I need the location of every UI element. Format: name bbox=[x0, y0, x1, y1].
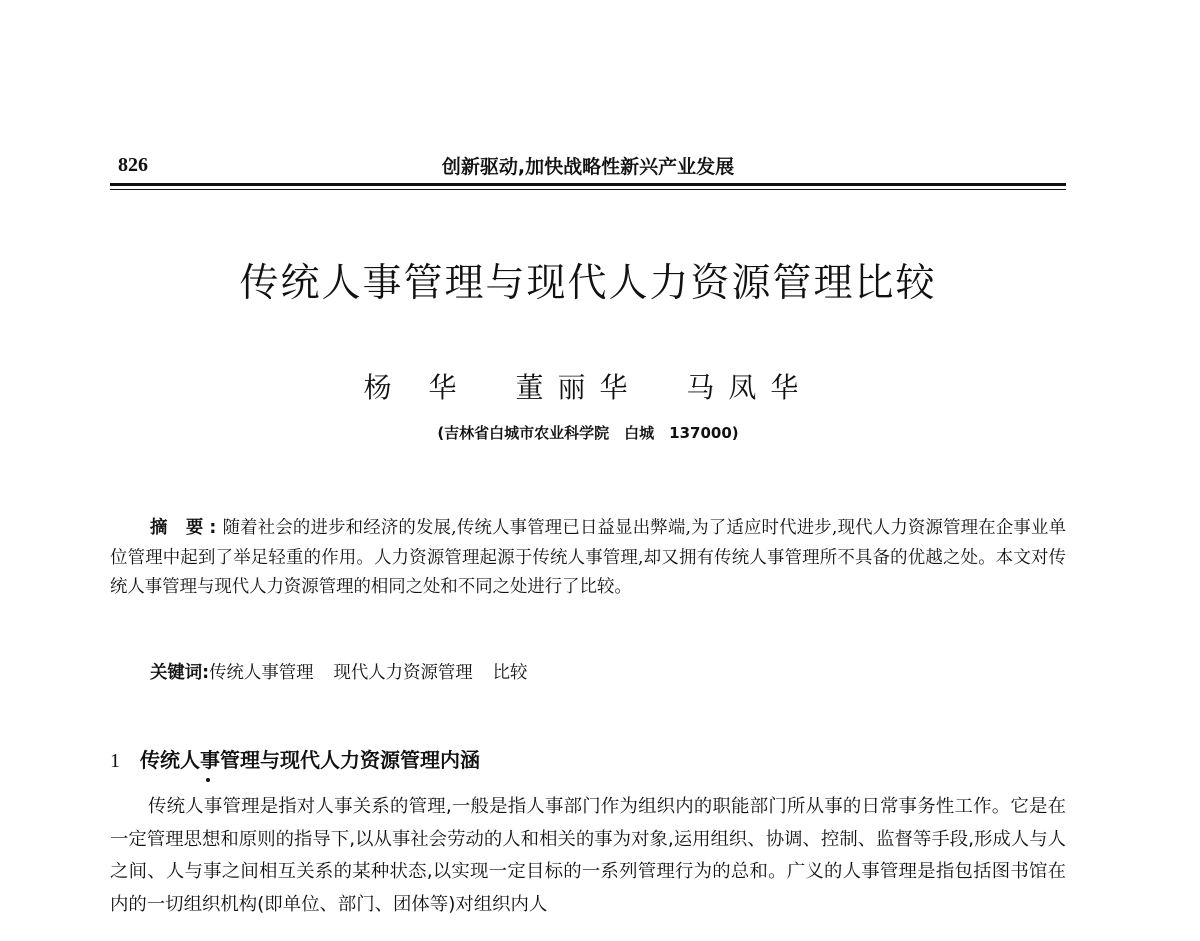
section-title: 传统人事管理与现代人力资源管理内涵 bbox=[140, 748, 480, 772]
keywords-label: 关键词: bbox=[150, 663, 210, 683]
journal-title: 创新驱动,加快战略性新兴产业发展 bbox=[441, 156, 735, 178]
author-affiliation: (吉林省白城市农业科学院 白城 137000) bbox=[437, 424, 739, 442]
keyword-3: 比较 bbox=[492, 663, 528, 683]
running-head bbox=[110, 152, 1066, 180]
page-number: 826 bbox=[118, 154, 148, 176]
section-paragraph: 传统人事管理是指对人事关系的管理,一般是指人事部门作为组织内的职能部门所从事的日常事务性工作。它是在一定管理思想和原则的指导下,以从事社会劳动的人和相关的事为对象,运用组织、协调、控制、监督等手段,形成人与人之间、人与事之间相互关系的某种状态,以实现一定目标的一系列管理行为的总和。广义的人事管理是指包括图书馆在内的一切组织机构(即单位、部门、团体等)对组织内人 bbox=[110, 796, 1066, 915]
keywords bbox=[150, 658, 1066, 683]
abstract bbox=[110, 514, 1066, 603]
author-3: 马凤华 bbox=[686, 371, 813, 404]
author-1: 杨 华 bbox=[363, 371, 471, 404]
abstract-label: 摘 要: bbox=[150, 518, 223, 538]
author-2: 董丽华 bbox=[515, 371, 642, 404]
article-title: 传统人事管理与现代人力资源管理比较 bbox=[239, 261, 937, 306]
section-number: 1 bbox=[110, 750, 120, 772]
print-artifact-dot bbox=[206, 778, 210, 782]
author-list bbox=[110, 366, 1066, 406]
keyword-1: 传统人事管理 bbox=[209, 663, 314, 683]
header-rule-thick bbox=[110, 183, 1066, 186]
keyword-2: 现代人力资源管理 bbox=[333, 663, 473, 683]
section-heading bbox=[110, 744, 1066, 773]
header-rule-thin bbox=[110, 189, 1066, 190]
abstract-text: 随着社会的进步和经济的发展,传统人事管理已日益显出弊端,为了适应时代进步,现代人力资源管理在企事业单位管理中起到了举足轻重的作用。人力资源管理起源于传统人事管理,却又拥有传统人事管理所不具备的优越之处。本文对传统人事管理与现代人力资源管理的相同之处和不同之处进行了比较。 bbox=[110, 518, 1066, 597]
